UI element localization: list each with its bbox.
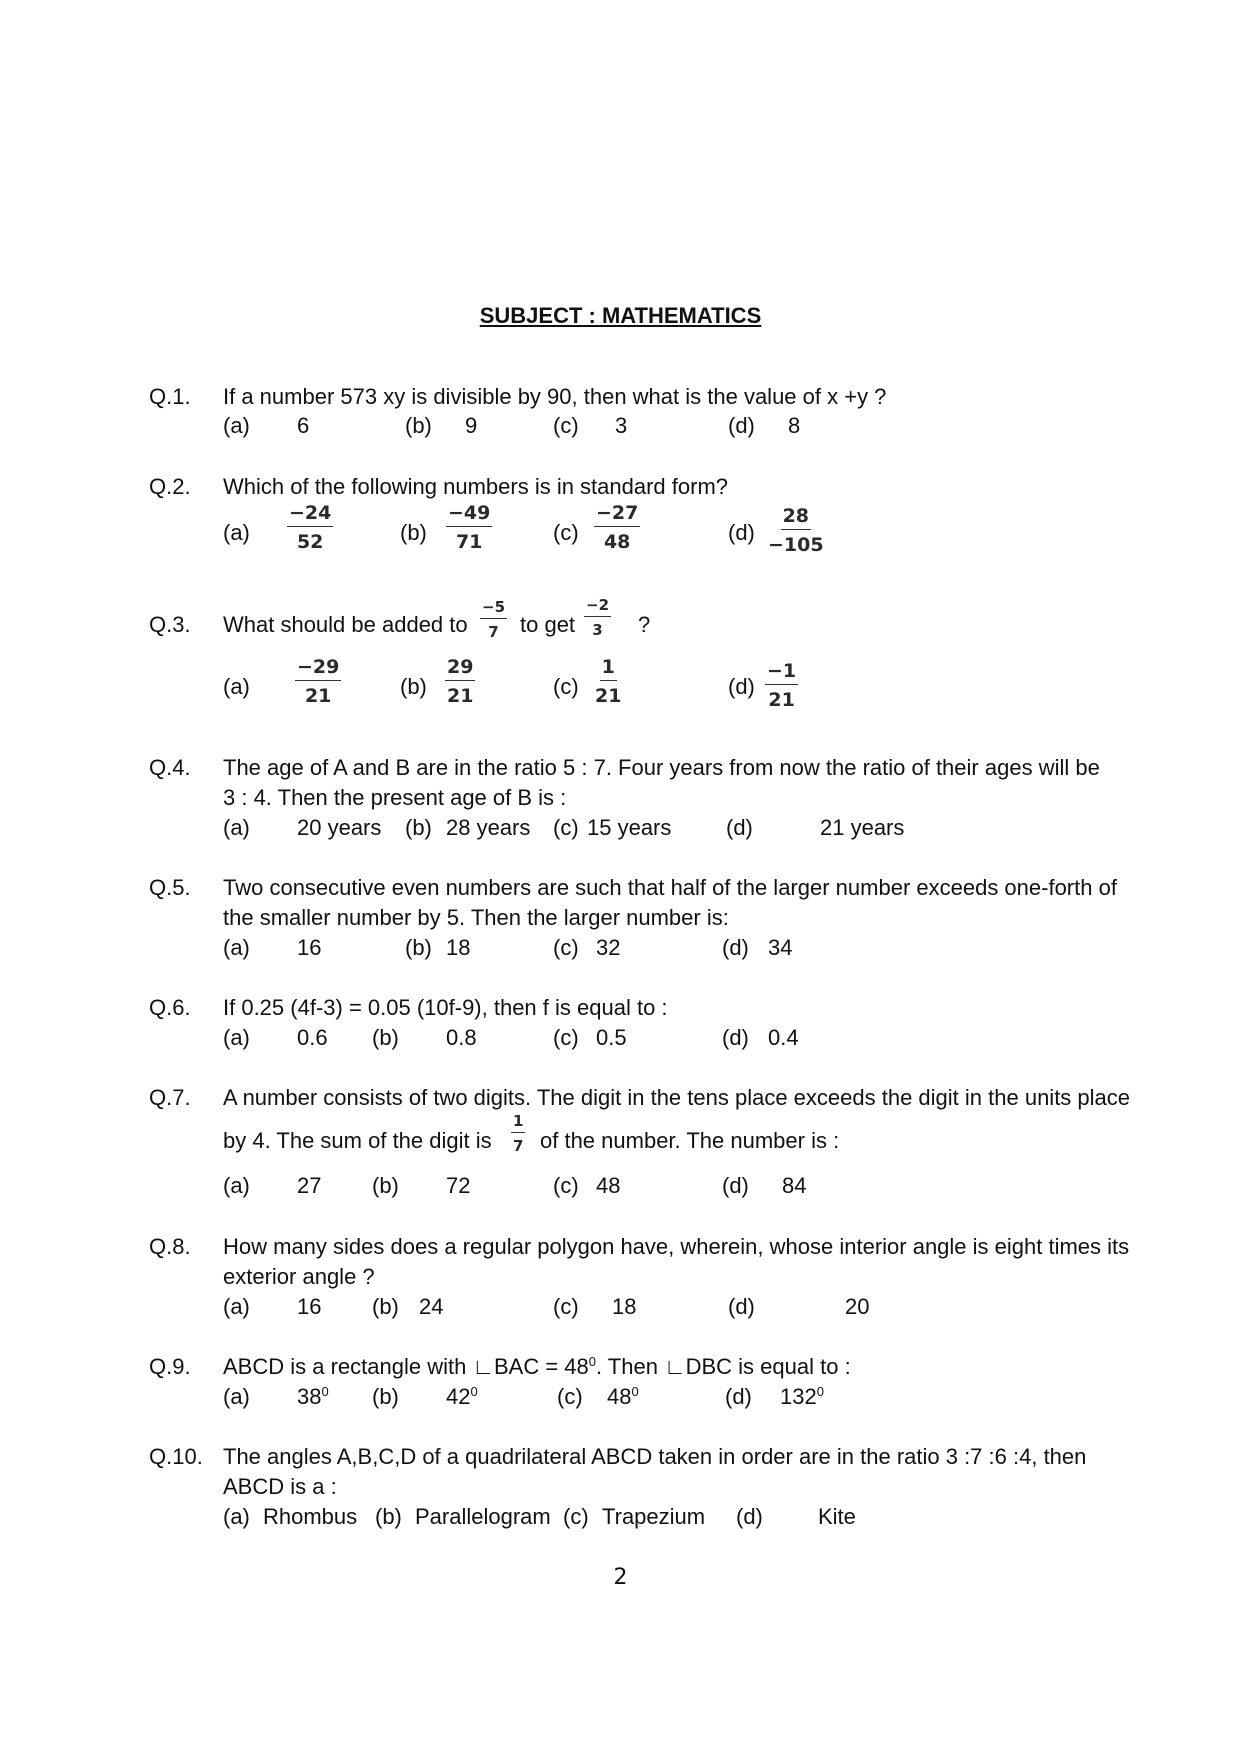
question-text: A number consists of two digits. The digit in the tens place exceeds the digit in the units place — [223, 1085, 1131, 1110]
option-value: 0.6 — [297, 1025, 328, 1050]
option-value: 32 — [596, 935, 621, 960]
degree-sup: 0 — [631, 1384, 639, 1399]
option-label: (c) — [563, 1504, 589, 1529]
option-label: (c) — [553, 1173, 579, 1198]
degree-sup: 0 — [470, 1384, 478, 1399]
question-text: 3 : 4. Then the present age of B is : — [223, 785, 567, 810]
option-label: (c) — [553, 1294, 579, 1319]
option-label: (d) — [728, 413, 755, 438]
option-number: 48 — [607, 1384, 632, 1409]
question-number: Q.7. — [149, 1085, 191, 1110]
question-fraction: $\frac{1}{7}$ — [513, 1112, 524, 1155]
question-number: Q.1. — [149, 384, 191, 409]
option-label: (d) — [722, 1173, 749, 1198]
option-label: (b) — [400, 520, 427, 545]
degree-sup: 0 — [816, 1384, 824, 1399]
option-label: (a) — [223, 1504, 250, 1529]
option-value — [297, 1386, 329, 1408]
question-fraction: $\frac{-5}{7}$ — [482, 598, 506, 641]
option-fraction: $\frac{-49}{71}$ — [448, 502, 491, 553]
option-label: (d) — [736, 1504, 763, 1529]
question-fraction: $\frac{-2}{3}$ — [586, 596, 610, 639]
question-text-part: . Then ∟DBC is equal to : — [595, 1354, 851, 1379]
option-label: (c) — [557, 1384, 583, 1409]
option-value: 18 — [446, 935, 471, 960]
option-value: 18 — [612, 1294, 637, 1319]
option-value: 15 years — [587, 815, 672, 840]
option-value: Kite — [818, 1504, 856, 1529]
question-text: by 4. The sum of the digit is — [223, 1128, 492, 1153]
option-label: (d) — [722, 935, 749, 960]
option-label: (a) — [223, 413, 250, 438]
option-value: 20 — [845, 1294, 870, 1319]
option-fraction: $\frac{-29}{21}$ — [297, 656, 340, 707]
question-text: Two consecutive even numbers are such that half of the larger number exceeds one-forth of — [223, 875, 1117, 900]
option-value: 21 years — [820, 815, 905, 840]
question-text: If 0.25 (4f-3) = 0.05 (10f-9), then f is equal to : — [223, 995, 668, 1020]
question-number: Q.8. — [149, 1234, 191, 1259]
option-label: (a) — [223, 935, 250, 960]
option-value: 16 — [297, 1294, 322, 1319]
option-value: 0.8 — [446, 1025, 477, 1050]
question-text-part: ABCD is a rectangle with ∟BAC = 48 — [223, 1354, 589, 1379]
option-label: (d) — [728, 1294, 755, 1319]
question-text — [223, 1356, 851, 1378]
option-fraction: $\frac{-27}{48}$ — [596, 502, 639, 553]
option-value: 3 — [615, 413, 628, 438]
option-value — [607, 1386, 639, 1408]
option-label: (a) — [223, 674, 250, 699]
question-number: Q.5. — [149, 875, 191, 900]
option-label: (a) — [223, 1025, 250, 1050]
page-title: SUBJECT : MATHEMATICS — [479, 303, 762, 328]
question-text: Which of the following numbers is in standard form? — [223, 474, 729, 499]
question-text: the smaller number by 5. Then the larger number is: — [223, 905, 729, 930]
option-fraction: $\frac{-1}{21}$ — [767, 660, 797, 711]
option-label: (c) — [553, 674, 579, 699]
option-value: 0.5 — [596, 1025, 627, 1050]
option-number: 132 — [780, 1384, 817, 1409]
option-label: (c) — [553, 1025, 579, 1050]
option-value: 72 — [446, 1173, 471, 1198]
question-text: of the number. The number is : — [540, 1128, 840, 1153]
question-number: Q.2. — [149, 474, 191, 499]
option-label: (b) — [405, 413, 432, 438]
question-text: ABCD is a : — [223, 1474, 337, 1499]
option-number: 42 — [446, 1384, 471, 1409]
option-value: 48 — [596, 1173, 621, 1198]
option-value: 20 years — [297, 815, 382, 840]
option-label: (d) — [722, 1025, 749, 1050]
option-value: 8 — [788, 413, 801, 438]
question-text: The age of A and B are in the ratio 5 : 7. Four years from now the ratio of their ages will be — [223, 755, 1100, 780]
question-number: Q.6. — [149, 995, 191, 1020]
option-value: 27 — [297, 1173, 322, 1198]
option-label: (b) — [400, 674, 427, 699]
option-fraction: $\frac{29}{21}$ — [447, 656, 474, 707]
question-text: If a number 573 xy is divisible by 90, then what is the value of x +y ? — [223, 384, 887, 409]
option-label: (d) — [728, 520, 755, 545]
option-label: (b) — [375, 1504, 402, 1529]
option-label: (b) — [372, 1173, 399, 1198]
option-value: 16 — [297, 935, 322, 960]
option-value: 0.4 — [768, 1025, 799, 1050]
option-value: Parallelogram — [415, 1504, 551, 1529]
option-label: (a) — [223, 520, 250, 545]
option-fraction: $\frac{1}{21}$ — [595, 656, 622, 707]
option-value: 6 — [297, 413, 310, 438]
option-label: (d) — [726, 815, 753, 840]
question-text: What should be added to — [223, 612, 468, 637]
option-value: 28 years — [446, 815, 531, 840]
option-value: 9 — [465, 413, 478, 438]
option-value: Trapezium — [602, 1504, 706, 1529]
option-label: (d) — [728, 674, 755, 699]
option-label: (b) — [372, 1025, 399, 1050]
option-value: 24 — [419, 1294, 444, 1319]
question-text: ? — [638, 612, 651, 637]
option-value: 34 — [768, 935, 793, 960]
option-label: (c) — [553, 815, 579, 840]
question-number: Q.10. — [149, 1444, 203, 1469]
option-fraction: $\frac{28}{-105}$ — [768, 505, 824, 556]
question-text: The angles A,B,C,D of a quadrilateral ABCD taken in order are in the ratio 3 :7 :6 :4, then — [223, 1444, 1087, 1469]
option-label: (c) — [553, 935, 579, 960]
option-label: (b) — [405, 935, 432, 960]
option-value — [446, 1386, 478, 1408]
option-label: (b) — [372, 1294, 399, 1319]
option-label: (a) — [223, 1294, 250, 1319]
option-value — [780, 1386, 824, 1408]
degree-sup: 0 — [588, 1354, 596, 1369]
question-number: Q.9. — [149, 1354, 191, 1379]
page-number: 2 — [613, 1565, 628, 1590]
option-label: (d) — [725, 1384, 752, 1409]
option-label: (c) — [553, 413, 579, 438]
option-fraction: $\frac{-24}{52}$ — [289, 502, 332, 553]
degree-sup: 0 — [321, 1384, 329, 1399]
question-text: exterior angle ? — [223, 1264, 375, 1289]
option-label: (b) — [405, 815, 432, 840]
question-number: Q.3. — [149, 612, 191, 637]
question-text: How many sides does a regular polygon have, wherein, whose interior angle is eight times its — [223, 1234, 1130, 1259]
option-label: (c) — [553, 520, 579, 545]
option-label: (a) — [223, 815, 250, 840]
option-label: (a) — [223, 1173, 250, 1198]
option-label: (b) — [372, 1384, 399, 1409]
question-number: Q.4. — [149, 755, 191, 780]
option-value: Rhombus — [263, 1504, 358, 1529]
option-number: 38 — [297, 1384, 322, 1409]
option-label: (a) — [223, 1384, 250, 1409]
option-value: 84 — [782, 1173, 807, 1198]
question-text: to get — [520, 612, 576, 637]
